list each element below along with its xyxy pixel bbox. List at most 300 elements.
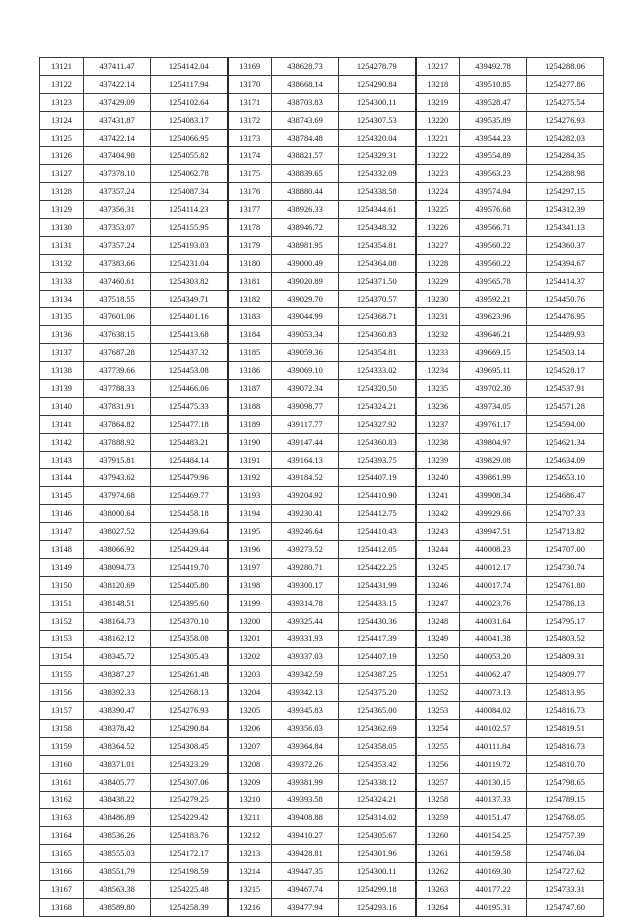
table-cell-y-coordinate: 1254083.17 — [151, 111, 228, 129]
table-row — [40, 898, 604, 916]
table-cell-y-coordinate: 1254653.10 — [527, 469, 604, 487]
table-cell-point-id: 13264 — [416, 898, 460, 916]
table-cell-point-id: 13255 — [416, 737, 460, 755]
table-cell-point-id: 13138 — [40, 362, 84, 380]
table-cell-point-id: 13159 — [40, 737, 84, 755]
table-cell-point-id: 13204 — [228, 684, 272, 702]
table-cell-x-coordinate: 440195.31 — [460, 898, 527, 916]
table-cell-point-id: 13187 — [228, 380, 272, 398]
table-cell-point-id: 13236 — [416, 397, 460, 415]
table-cell-x-coordinate: 437518.55 — [84, 290, 151, 308]
table-cell-x-coordinate: 437831.91 — [84, 397, 151, 415]
table-cell-x-coordinate: 439947.51 — [460, 523, 527, 541]
table-cell-x-coordinate: 438000.64 — [84, 505, 151, 523]
table-cell-point-id: 13192 — [228, 469, 272, 487]
table-cell-y-coordinate: 1254300.11 — [339, 863, 416, 881]
table-cell-point-id: 13183 — [228, 308, 272, 326]
table-cell-point-id: 13262 — [416, 863, 460, 881]
table-cell-point-id: 13162 — [40, 791, 84, 809]
table-row — [40, 558, 604, 576]
table-cell-y-coordinate: 1254324.21 — [339, 791, 416, 809]
table-cell-y-coordinate: 1254757.39 — [527, 827, 604, 845]
table-cell-x-coordinate: 440031.64 — [460, 612, 527, 630]
table-cell-x-coordinate: 438563.38 — [84, 880, 151, 898]
table-cell-x-coordinate: 439408.88 — [272, 809, 339, 827]
table-row — [40, 827, 604, 845]
table-cell-x-coordinate: 439535.89 — [460, 111, 527, 129]
table-cell-x-coordinate: 437383.66 — [84, 254, 151, 272]
table-cell-y-coordinate: 1254338.12 — [339, 773, 416, 791]
table-cell-x-coordinate: 439565.78 — [460, 272, 527, 290]
table-cell-y-coordinate: 1254358.08 — [151, 630, 228, 648]
table-cell-y-coordinate: 1254172.17 — [151, 845, 228, 863]
table-cell-point-id: 13214 — [228, 863, 272, 881]
table-cell-point-id: 13131 — [40, 236, 84, 254]
table-cell-point-id: 13197 — [228, 558, 272, 576]
table-cell-point-id: 13193 — [228, 487, 272, 505]
table-cell-y-coordinate: 1254370.57 — [339, 290, 416, 308]
table-cell-point-id: 13216 — [228, 898, 272, 916]
table-cell-y-coordinate: 1254730.74 — [527, 558, 604, 576]
table-cell-y-coordinate: 1254458.18 — [151, 505, 228, 523]
table-cell-x-coordinate: 439566.71 — [460, 219, 527, 237]
table-cell-x-coordinate: 439314.78 — [272, 594, 339, 612]
table-cell-y-coordinate: 1254407.19 — [339, 469, 416, 487]
table-cell-x-coordinate: 439554.89 — [460, 147, 527, 165]
table-cell-x-coordinate: 439410.27 — [272, 827, 339, 845]
table-cell-y-coordinate: 1254362.69 — [339, 719, 416, 737]
table-cell-x-coordinate: 440062.47 — [460, 666, 527, 684]
table-cell-x-coordinate: 440017.74 — [460, 576, 527, 594]
table-cell-point-id: 13142 — [40, 433, 84, 451]
table-cell-y-coordinate: 1254282.03 — [527, 129, 604, 147]
table-cell-point-id: 13153 — [40, 630, 84, 648]
table-cell-point-id: 13169 — [228, 58, 272, 76]
table-cell-point-id: 13163 — [40, 809, 84, 827]
table-cell-x-coordinate: 439044.99 — [272, 308, 339, 326]
table-cell-y-coordinate: 1254305.67 — [339, 827, 416, 845]
table-cell-x-coordinate: 439761.17 — [460, 415, 527, 433]
table-cell-y-coordinate: 1254307.06 — [151, 773, 228, 791]
table-cell-point-id: 13129 — [40, 201, 84, 219]
table-cell-x-coordinate: 437888.92 — [84, 433, 151, 451]
table-cell-y-coordinate: 1254484.14 — [151, 451, 228, 469]
table-cell-x-coordinate: 439510.85 — [460, 75, 527, 93]
table-row — [40, 469, 604, 487]
table-cell-point-id: 13125 — [40, 129, 84, 147]
table-cell-point-id: 13147 — [40, 523, 84, 541]
table-cell-y-coordinate: 1254338.58 — [339, 183, 416, 201]
table-cell-y-coordinate: 1254571.28 — [527, 397, 604, 415]
table-cell-y-coordinate: 1254419.70 — [151, 558, 228, 576]
table-cell-y-coordinate: 1254314.02 — [339, 809, 416, 827]
table-cell-x-coordinate: 440177.22 — [460, 880, 527, 898]
table-cell-y-coordinate: 1254066.95 — [151, 129, 228, 147]
table-cell-y-coordinate: 1254414.37 — [527, 272, 604, 290]
table-cell-point-id: 13188 — [228, 397, 272, 415]
table-cell-y-coordinate: 1254450.76 — [527, 290, 604, 308]
table-cell-x-coordinate: 440111.84 — [460, 737, 527, 755]
table-cell-x-coordinate: 439929.66 — [460, 505, 527, 523]
table-row — [40, 845, 604, 863]
table-cell-x-coordinate: 438880.44 — [272, 183, 339, 201]
table-cell-x-coordinate: 439908.34 — [460, 487, 527, 505]
table-cell-y-coordinate: 1254410.90 — [339, 487, 416, 505]
table-cell-y-coordinate: 1254429.44 — [151, 541, 228, 559]
table-cell-point-id: 13218 — [416, 75, 460, 93]
table-cell-y-coordinate: 1254479.96 — [151, 469, 228, 487]
table-cell-point-id: 13203 — [228, 666, 272, 684]
table-cell-x-coordinate: 439364.84 — [272, 737, 339, 755]
table-cell-x-coordinate: 437422.14 — [84, 75, 151, 93]
table-cell-x-coordinate: 439560.22 — [460, 236, 527, 254]
table-cell-point-id: 13189 — [228, 415, 272, 433]
table-cell-x-coordinate: 438094.73 — [84, 558, 151, 576]
table-cell-y-coordinate: 1254412.05 — [339, 541, 416, 559]
table-row — [40, 755, 604, 773]
table-cell-point-id: 13167 — [40, 880, 84, 898]
table-cell-y-coordinate: 1254477.18 — [151, 415, 228, 433]
table-cell-point-id: 13155 — [40, 666, 84, 684]
table-row — [40, 630, 604, 648]
table-cell-y-coordinate: 1254431.99 — [339, 576, 416, 594]
table-cell-point-id: 13259 — [416, 809, 460, 827]
table-cell-point-id: 13172 — [228, 111, 272, 129]
table-cell-x-coordinate: 440159.58 — [460, 845, 527, 863]
table-cell-x-coordinate: 439164.13 — [272, 451, 339, 469]
table-cell-x-coordinate: 439072.34 — [272, 380, 339, 398]
table-cell-y-coordinate: 1254055.82 — [151, 147, 228, 165]
table-cell-x-coordinate: 439331.93 — [272, 630, 339, 648]
table-cell-point-id: 13226 — [416, 219, 460, 237]
table-cell-point-id: 13180 — [228, 254, 272, 272]
table-cell-y-coordinate: 1254475.33 — [151, 397, 228, 415]
table-cell-point-id: 13161 — [40, 773, 84, 791]
table-cell-y-coordinate: 1254305.43 — [151, 648, 228, 666]
table-cell-point-id: 13205 — [228, 702, 272, 720]
table-cell-point-id: 13198 — [228, 576, 272, 594]
table-cell-y-coordinate: 1254412.75 — [339, 505, 416, 523]
table-cell-x-coordinate: 438392.33 — [84, 684, 151, 702]
table-cell-y-coordinate: 1254789.15 — [527, 791, 604, 809]
table-cell-x-coordinate: 439804.97 — [460, 433, 527, 451]
table-row — [40, 75, 604, 93]
table-cell-y-coordinate: 1254360.83 — [339, 433, 416, 451]
table-cell-x-coordinate: 438148.51 — [84, 594, 151, 612]
table-cell-x-coordinate: 437431.87 — [84, 111, 151, 129]
table-cell-x-coordinate: 440151.47 — [460, 809, 527, 827]
table-cell-point-id: 13253 — [416, 702, 460, 720]
table-cell-x-coordinate: 438438.22 — [84, 791, 151, 809]
table-cell-y-coordinate: 1254469.77 — [151, 487, 228, 505]
table-cell-x-coordinate: 438390.47 — [84, 702, 151, 720]
table-cell-point-id: 13222 — [416, 147, 460, 165]
table-cell-x-coordinate: 438821.57 — [272, 147, 339, 165]
table-cell-y-coordinate: 1254417.39 — [339, 630, 416, 648]
table-cell-y-coordinate: 1254713.82 — [527, 523, 604, 541]
table-cell-point-id: 13134 — [40, 290, 84, 308]
table-cell-x-coordinate: 438839.65 — [272, 165, 339, 183]
table-cell-y-coordinate: 1254819.51 — [527, 719, 604, 737]
table-cell-x-coordinate: 437638.15 — [84, 326, 151, 344]
table-cell-y-coordinate: 1254489.93 — [527, 326, 604, 344]
table-row — [40, 487, 604, 505]
table-cell-y-coordinate: 1254747.60 — [527, 898, 604, 916]
table-row — [40, 648, 604, 666]
table-cell-y-coordinate: 1254320.50 — [339, 380, 416, 398]
table-cell-point-id: 13217 — [416, 58, 460, 76]
table-cell-y-coordinate: 1254333.02 — [339, 362, 416, 380]
table-row — [40, 863, 604, 881]
table-cell-x-coordinate: 440012.17 — [460, 558, 527, 576]
table-cell-point-id: 13130 — [40, 219, 84, 237]
table-cell-x-coordinate: 438551.79 — [84, 863, 151, 881]
table-cell-x-coordinate: 438387.27 — [84, 666, 151, 684]
table-cell-point-id: 13165 — [40, 845, 84, 863]
table-row — [40, 773, 604, 791]
table-cell-x-coordinate: 437411.47 — [84, 58, 151, 76]
table-cell-y-coordinate: 1254114.23 — [151, 201, 228, 219]
table-cell-y-coordinate: 1254308.45 — [151, 737, 228, 755]
table-cell-y-coordinate: 1254707.00 — [527, 541, 604, 559]
table-row — [40, 791, 604, 809]
table-cell-x-coordinate: 437378.10 — [84, 165, 151, 183]
table-cell-point-id: 13247 — [416, 594, 460, 612]
table-cell-y-coordinate: 1254332.09 — [339, 165, 416, 183]
table-cell-y-coordinate: 1254368.71 — [339, 308, 416, 326]
table-cell-x-coordinate: 438703.83 — [272, 93, 339, 111]
table-row — [40, 165, 604, 183]
table-cell-x-coordinate: 438743.69 — [272, 111, 339, 129]
table-cell-x-coordinate: 439246.64 — [272, 523, 339, 541]
table-cell-point-id: 13171 — [228, 93, 272, 111]
table-cell-y-coordinate: 1254809.31 — [527, 648, 604, 666]
table-row — [40, 397, 604, 415]
table-row — [40, 219, 604, 237]
table-cell-point-id: 13229 — [416, 272, 460, 290]
table-cell-point-id: 13230 — [416, 290, 460, 308]
table-cell-point-id: 13124 — [40, 111, 84, 129]
table-cell-y-coordinate: 1254353.42 — [339, 755, 416, 773]
table-cell-y-coordinate: 1254303.82 — [151, 272, 228, 290]
table-row — [40, 880, 604, 898]
table-cell-point-id: 13146 — [40, 505, 84, 523]
table-cell-y-coordinate: 1254746.04 — [527, 845, 604, 863]
table-cell-y-coordinate: 1254476.95 — [527, 308, 604, 326]
table-cell-y-coordinate: 1254394.67 — [527, 254, 604, 272]
table-cell-x-coordinate: 439147.44 — [272, 433, 339, 451]
table-cell-point-id: 13231 — [416, 308, 460, 326]
table-cell-point-id: 13221 — [416, 129, 460, 147]
table-cell-y-coordinate: 1254439.64 — [151, 523, 228, 541]
table-cell-x-coordinate: 439381.99 — [272, 773, 339, 791]
table-cell-x-coordinate: 438066.92 — [84, 541, 151, 559]
table-cell-y-coordinate: 1254276.93 — [151, 702, 228, 720]
table-cell-x-coordinate: 439059.36 — [272, 344, 339, 362]
table-cell-point-id: 13144 — [40, 469, 84, 487]
table-cell-point-id: 13132 — [40, 254, 84, 272]
table-cell-point-id: 13123 — [40, 93, 84, 111]
table-cell-y-coordinate: 1254761.80 — [527, 576, 604, 594]
table-cell-y-coordinate: 1254410.43 — [339, 523, 416, 541]
table-cell-x-coordinate: 437601.06 — [84, 308, 151, 326]
table-cell-y-coordinate: 1254290.84 — [339, 75, 416, 93]
table-cell-y-coordinate: 1254401.16 — [151, 308, 228, 326]
table-cell-point-id: 13245 — [416, 558, 460, 576]
table-cell-point-id: 13243 — [416, 523, 460, 541]
table-cell-point-id: 13139 — [40, 380, 84, 398]
table-cell-point-id: 13215 — [228, 880, 272, 898]
table-cell-x-coordinate: 440154.25 — [460, 827, 527, 845]
table-cell-y-coordinate: 1254375.20 — [339, 684, 416, 702]
table-cell-x-coordinate: 438628.73 — [272, 58, 339, 76]
table-cell-point-id: 13164 — [40, 827, 84, 845]
table-cell-y-coordinate: 1254312.39 — [527, 201, 604, 219]
table-row — [40, 809, 604, 827]
table-cell-y-coordinate: 1254117.94 — [151, 75, 228, 93]
table-row — [40, 684, 604, 702]
table-cell-point-id: 13157 — [40, 702, 84, 720]
table-cell-point-id: 13252 — [416, 684, 460, 702]
table-cell-point-id: 13260 — [416, 827, 460, 845]
table-row — [40, 505, 604, 523]
table-cell-y-coordinate: 1254293.16 — [339, 898, 416, 916]
table-cell-y-coordinate: 1254813.95 — [527, 684, 604, 702]
table-cell-x-coordinate: 439230.41 — [272, 505, 339, 523]
table-cell-point-id: 13212 — [228, 827, 272, 845]
table-cell-x-coordinate: 440073.13 — [460, 684, 527, 702]
table-cell-x-coordinate: 439372.26 — [272, 755, 339, 773]
table-cell-x-coordinate: 439560.22 — [460, 254, 527, 272]
table-cell-x-coordinate: 438668.14 — [272, 75, 339, 93]
table-cell-x-coordinate: 438926.33 — [272, 201, 339, 219]
table-cell-point-id: 13244 — [416, 541, 460, 559]
table-cell-x-coordinate: 439861.99 — [460, 469, 527, 487]
table-cell-x-coordinate: 440023.76 — [460, 594, 527, 612]
table-cell-y-coordinate: 1254503.14 — [527, 344, 604, 362]
table-cell-point-id: 13233 — [416, 344, 460, 362]
table-cell-point-id: 13257 — [416, 773, 460, 791]
table-cell-y-coordinate: 1254300.11 — [339, 93, 416, 111]
table-cell-y-coordinate: 1254301.96 — [339, 845, 416, 863]
table-cell-x-coordinate: 439273.52 — [272, 541, 339, 559]
table-cell-point-id: 13177 — [228, 201, 272, 219]
table-cell-y-coordinate: 1254437.32 — [151, 344, 228, 362]
table-cell-x-coordinate: 438345.72 — [84, 648, 151, 666]
table-cell-x-coordinate: 439734.05 — [460, 397, 527, 415]
table-cell-y-coordinate: 1254707.33 — [527, 505, 604, 523]
table-cell-y-coordinate: 1254816.73 — [527, 702, 604, 720]
table-cell-point-id: 13136 — [40, 326, 84, 344]
table-cell-y-coordinate: 1254297.15 — [527, 183, 604, 201]
table-cell-point-id: 13246 — [416, 576, 460, 594]
table-cell-x-coordinate: 439184.52 — [272, 469, 339, 487]
table-cell-x-coordinate: 439356.03 — [272, 719, 339, 737]
table-row — [40, 344, 604, 362]
table-cell-y-coordinate: 1254284.35 — [527, 147, 604, 165]
table-cell-y-coordinate: 1254279.25 — [151, 791, 228, 809]
table-cell-point-id: 13150 — [40, 576, 84, 594]
table-cell-point-id: 13207 — [228, 737, 272, 755]
table-cell-point-id: 13175 — [228, 165, 272, 183]
table-cell-y-coordinate: 1254798.65 — [527, 773, 604, 791]
table-cell-y-coordinate: 1254062.78 — [151, 165, 228, 183]
table-cell-y-coordinate: 1254229.42 — [151, 809, 228, 827]
table-row — [40, 451, 604, 469]
table-cell-x-coordinate: 439117.77 — [272, 415, 339, 433]
table-cell-point-id: 13128 — [40, 183, 84, 201]
table-cell-point-id: 13126 — [40, 147, 84, 165]
table-cell-point-id: 13209 — [228, 773, 272, 791]
table-cell-x-coordinate: 439669.15 — [460, 344, 527, 362]
table-cell-x-coordinate: 437357.24 — [84, 183, 151, 201]
table-cell-y-coordinate: 1254142.04 — [151, 58, 228, 76]
table-cell-x-coordinate: 439646.21 — [460, 326, 527, 344]
table-cell-x-coordinate: 438027.52 — [84, 523, 151, 541]
table-cell-point-id: 13145 — [40, 487, 84, 505]
table-cell-y-coordinate: 1254407.19 — [339, 648, 416, 666]
table-cell-point-id: 13201 — [228, 630, 272, 648]
table-cell-y-coordinate: 1254360.83 — [339, 326, 416, 344]
table-cell-point-id: 13238 — [416, 433, 460, 451]
table-cell-y-coordinate: 1254528.17 — [527, 362, 604, 380]
table-cell-x-coordinate: 439477.94 — [272, 898, 339, 916]
table-cell-x-coordinate: 439345.83 — [272, 702, 339, 720]
table-cell-y-coordinate: 1254803.52 — [527, 630, 604, 648]
table-cell-point-id: 13237 — [416, 415, 460, 433]
table-cell-point-id: 13202 — [228, 648, 272, 666]
table-row — [40, 183, 604, 201]
table-cell-point-id: 13184 — [228, 326, 272, 344]
table-row — [40, 272, 604, 290]
table-row — [40, 433, 604, 451]
table-cell-point-id: 13133 — [40, 272, 84, 290]
table-cell-point-id: 13239 — [416, 451, 460, 469]
table-cell-y-coordinate: 1254621.34 — [527, 433, 604, 451]
table-cell-y-coordinate: 1254102.64 — [151, 93, 228, 111]
table-row — [40, 362, 604, 380]
table-cell-y-coordinate: 1254329.31 — [339, 147, 416, 165]
table-cell-y-coordinate: 1254393.75 — [339, 451, 416, 469]
table-row — [40, 129, 604, 147]
table-cell-y-coordinate: 1254483.21 — [151, 433, 228, 451]
table-cell-y-coordinate: 1254324.21 — [339, 397, 416, 415]
table-row — [40, 236, 604, 254]
table-row — [40, 737, 604, 755]
table-cell-x-coordinate: 438589.80 — [84, 898, 151, 916]
table-cell-point-id: 13242 — [416, 505, 460, 523]
table-cell-point-id: 13200 — [228, 612, 272, 630]
table-cell-point-id: 13234 — [416, 362, 460, 380]
table-cell-point-id: 13254 — [416, 719, 460, 737]
table-cell-x-coordinate: 439695.11 — [460, 362, 527, 380]
table-cell-x-coordinate: 439342.59 — [272, 666, 339, 684]
table-cell-x-coordinate: 439447.35 — [272, 863, 339, 881]
table-cell-x-coordinate: 439325.44 — [272, 612, 339, 630]
table-cell-point-id: 13152 — [40, 612, 84, 630]
table-cell-x-coordinate: 437943.62 — [84, 469, 151, 487]
table-cell-y-coordinate: 1254307.53 — [339, 111, 416, 129]
table-cell-point-id: 13166 — [40, 863, 84, 881]
table-cell-point-id: 13228 — [416, 254, 460, 272]
table-cell-point-id: 13178 — [228, 219, 272, 237]
table-cell-x-coordinate: 439528.47 — [460, 93, 527, 111]
table-cell-x-coordinate: 439544.23 — [460, 129, 527, 147]
table-cell-y-coordinate: 1254198.59 — [151, 863, 228, 881]
table-cell-x-coordinate: 439592.21 — [460, 290, 527, 308]
table-cell-x-coordinate: 440137.33 — [460, 791, 527, 809]
table-cell-x-coordinate: 439576.68 — [460, 201, 527, 219]
